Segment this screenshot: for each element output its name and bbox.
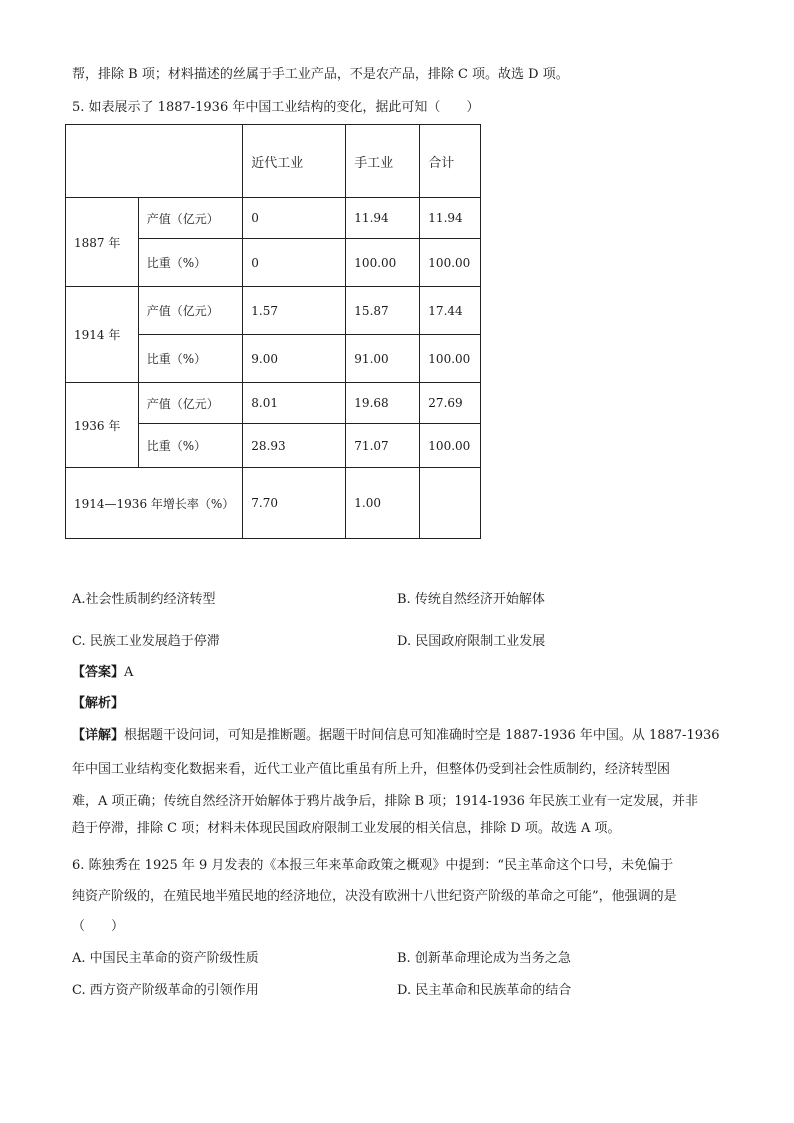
detail-line-3: 难，A 项正确；传统自然经济开始解体于鸦片战争后，排除 B 项；1914-1936 年民族工业有一定发展，并非	[72, 794, 699, 809]
table-row	[66, 198, 481, 239]
table-cell: 71.07	[346, 424, 420, 468]
answer-label: 【答案】	[72, 665, 125, 680]
q6-option-b: B. 创新革命理论成为当务之急	[397, 951, 571, 966]
q6-option-d: D. 民主革命和民族革命的结合	[397, 983, 572, 998]
table-cell: 11.94	[420, 198, 481, 239]
table-cell: 1.57	[243, 287, 346, 335]
table-cell: 100.00	[420, 239, 481, 287]
header-handicraft: 手工业	[346, 125, 420, 198]
table-cell: 17.44	[420, 287, 481, 335]
analysis-heading	[72, 695, 124, 713]
table-cell: 0	[243, 198, 346, 239]
detail-line-4: 趋于停滞，排除 C 项；材料未体现民国政府限制工业发展的相关信息，排除 D 项。故选 A 项。	[72, 821, 621, 836]
table-row-growth	[66, 468, 481, 539]
question-5-stem: 5. 如表展示了 1887-1936 年中国工业结构的变化，据此可知（ ）	[72, 100, 480, 115]
q5-option-d: D. 民国政府限制工业发展	[397, 634, 546, 649]
row-label: 比重（%）	[138, 424, 243, 468]
year-1936: 1936 年	[66, 383, 139, 468]
header-modern-industry: 近代工业	[243, 125, 346, 198]
industry-structure-table	[65, 124, 481, 539]
q5-option-c: C. 民族工业发展趋于停滞	[72, 634, 220, 649]
answer-value: A	[124, 665, 134, 680]
year-1914: 1914 年	[66, 287, 139, 383]
table-cell: 100.00	[420, 335, 481, 383]
q6-option-c: C. 西方资产阶级革命的引领作用	[72, 983, 259, 998]
table-cell: 27.69	[420, 383, 481, 424]
table-row	[66, 383, 481, 424]
previous-answer-tail: 帮，排除 B 项；材料描述的丝属于手工业产品，不是农产品，排除 C 项。故选 D 项。	[72, 67, 569, 82]
detail-text-1: 根据题干设问词，可知是推断题。据题干时间信息可知准确时空是 1887-1936 年中国。从 1887-1936	[124, 728, 720, 743]
table-cell: 0	[243, 239, 346, 287]
row-label: 产值（亿元）	[138, 383, 243, 424]
q5-option-a: A.社会性质制约经济转型	[72, 592, 216, 607]
analysis-label: 【解析】	[72, 696, 125, 711]
row-label: 比重（%）	[138, 239, 243, 287]
row-label: 产值（亿元）	[138, 287, 243, 335]
table-cell	[420, 468, 481, 539]
growth-label: 1914—1936 年增长率（%）	[66, 468, 243, 539]
table-cell: 9.00	[243, 335, 346, 383]
table-cell: 91.00	[346, 335, 420, 383]
table-cell: 28.93	[243, 424, 346, 468]
table-cell: 1.00	[346, 468, 420, 539]
q5-option-b: B. 传统自然经济开始解体	[397, 592, 545, 607]
row-label: 产值（亿元）	[138, 198, 243, 239]
table-cell: 19.68	[346, 383, 420, 424]
table-cell: 7.70	[243, 468, 346, 539]
table-cell: 15.87	[346, 287, 420, 335]
table-cell: 100.00	[420, 424, 481, 468]
question-6-line-2: 纯资产阶级的，在殖民地半殖民地的经济地位，决没有欧洲十八世纪资产阶级的革命之可能”，他强调的是	[72, 889, 677, 904]
table-header-row	[66, 125, 481, 198]
detail-line-1	[72, 727, 720, 745]
detail-label: 【详解】	[72, 728, 125, 743]
detail-line-2: 年中国工业结构变化数据来看，近代工业产值比重虽有所上升，但整体仍受到社会性质制约，经济转型困	[72, 762, 671, 777]
question-6-line-1: 6. 陈独秀在 1925 年 9 月发表的《本报三年来革命政策之概观》中提到：“民主革命这个口号，未免偏于	[72, 858, 674, 873]
q6-option-a: A. 中国民主革命的资产阶级性质	[72, 951, 259, 966]
table-cell: 100.00	[346, 239, 420, 287]
table-cell: 8.01	[243, 383, 346, 424]
question-6-line-3: （ ）	[72, 919, 125, 934]
row-label: 比重（%）	[138, 335, 243, 383]
table-corner-cell	[66, 125, 243, 198]
table-row	[66, 287, 481, 335]
table-cell: 11.94	[346, 198, 420, 239]
year-1887: 1887 年	[66, 198, 139, 287]
header-total: 合计	[420, 125, 481, 198]
answer-line	[72, 664, 133, 682]
